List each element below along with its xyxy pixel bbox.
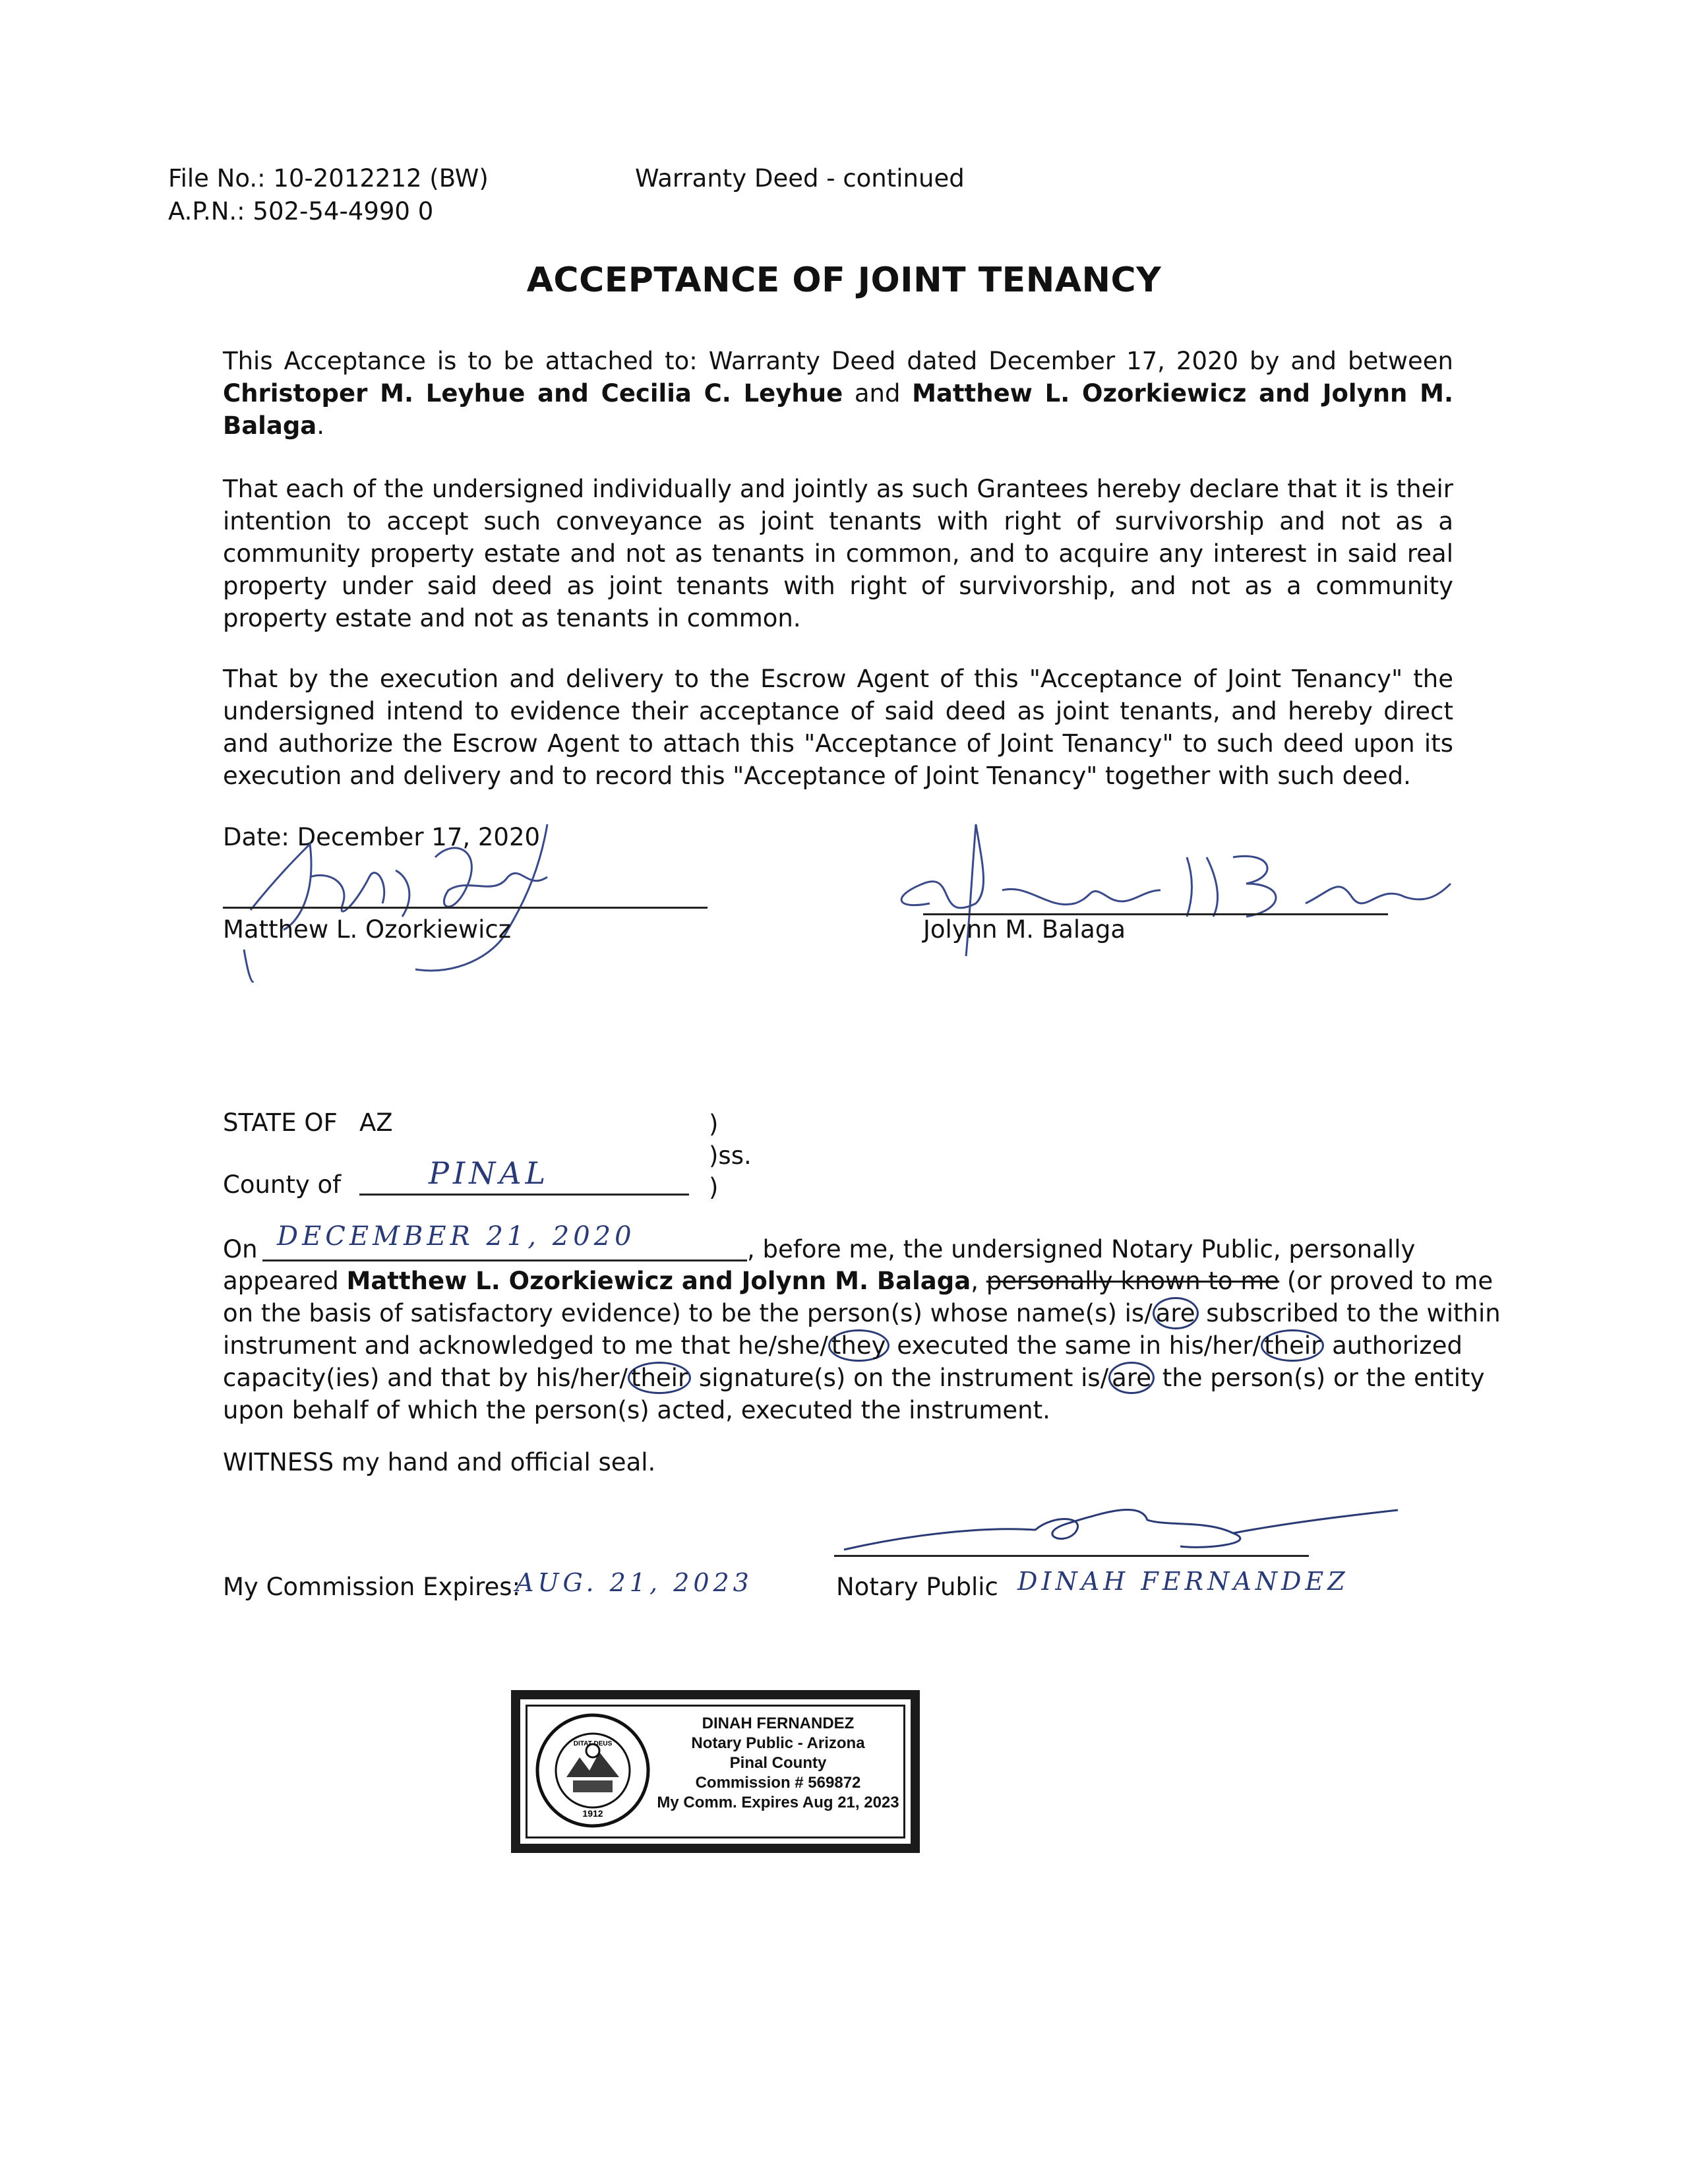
seal-county: Pinal County	[729, 1754, 827, 1772]
comma-text: ,	[971, 1267, 986, 1295]
line5a: capacity(ies) and that by his/her/	[223, 1364, 628, 1392]
circled-their-2: their	[628, 1362, 691, 1394]
grantor-names: Christoper M. Leyhue and Cecilia C. Leyhue	[223, 379, 843, 408]
intro-text: This Acceptance is to be attached to: Warranty Deed dated December 17, 2020 by and between	[223, 347, 1453, 375]
county-handwritten: PINAL	[429, 1155, 550, 1191]
signature-date: Date: December 17, 2020	[223, 823, 541, 851]
commission-date-handwritten: AUG. 21, 2023	[516, 1568, 753, 1597]
seal-expiration: My Comm. Expires Aug 21, 2023	[657, 1794, 899, 1811]
seal-year: 1912	[582, 1808, 603, 1819]
intro-paragraph	[223, 345, 1453, 442]
seal-notary-title: Notary Public - Arizona	[691, 1734, 865, 1752]
seal-notary-name: DINAH FERNANDEZ	[702, 1714, 855, 1732]
signature-matthew	[218, 798, 626, 983]
venue-ss: )ss.	[709, 1141, 752, 1170]
line5c: the person(s) or the entity	[1155, 1364, 1485, 1392]
witness-text: WITNESS my hand and official seal.	[223, 1448, 656, 1476]
proved-text: (or proved to me	[1279, 1267, 1493, 1295]
circled-are-2: are	[1108, 1362, 1155, 1394]
circled-are-1: are	[1153, 1297, 1199, 1329]
state-value: AZ	[359, 1108, 393, 1137]
commission-label: My Commission Expires:	[223, 1573, 521, 1601]
notary-signature-line	[834, 1555, 1309, 1557]
line4b: executed the same in his/her/	[889, 1331, 1261, 1360]
deed-continued-label: Warranty Deed - continued	[635, 164, 965, 193]
struck-personally-known: personally known to me	[986, 1267, 1280, 1295]
venue-paren-top: )	[709, 1110, 719, 1138]
seal-commission-number: Commission # 569872	[695, 1774, 861, 1792]
notary-name-handwritten: DINAH FERNANDEZ	[1017, 1567, 1349, 1596]
signer-name-jolynn: Jolynn M. Balaga	[923, 915, 1126, 944]
notary-before-me: , before me, the undersigned Notary Public, personally	[747, 1235, 1416, 1263]
file-number: File No.: 10-2012212 (BW)	[168, 164, 489, 193]
escrow-paragraph: That by the execution and delivery to the Escrow Agent of this "Acceptance of Joint Tenancy" the undersigned intend to evidence their acceptance of said deed as joint tenants, and hereby direct and authorize the Escrow Agent to attach this "Acceptance of Joint Tenancy" to such deed upon its execution and delivery and to record this "Acceptance of Joint Tenancy" together with such deed.	[223, 665, 1453, 790]
line3-end: subscribed to the within	[1198, 1299, 1501, 1327]
arizona-seal-emblem	[533, 1711, 652, 1830]
seal-text-block	[652, 1714, 904, 1813]
signature-line-matthew	[223, 907, 708, 909]
intro-and: and	[843, 379, 913, 408]
signature-notary	[837, 1487, 1404, 1566]
county-label: County of	[223, 1170, 342, 1199]
notary-date-line	[262, 1259, 747, 1261]
venue-paren-bottom: )	[709, 1173, 719, 1201]
document-title: ACCEPTANCE OF JOINT TENANCY	[526, 260, 1162, 300]
declaration-paragraph: That each of the undersigned individually and jointly as such Grantees hereby declare that it is their intention to accept such conveyance as joint tenants with right of survivorship and not as a community property estate and not as tenants in common, and to acquire any interest in said real property under said deed as joint tenants with right of survivorship, and not as a community property estate and not as tenants in common.	[223, 475, 1453, 632]
line3-text: on the basis of satisfactory evidence) to be the person(s) whose name(s) is/	[223, 1299, 1153, 1327]
appeared-text: appeared	[223, 1267, 347, 1295]
apn-number: A.P.N.: 502-54-4990 0	[168, 197, 434, 226]
notary-line-3	[223, 1297, 1501, 1330]
notary-on-label: On	[223, 1235, 258, 1263]
notary-line-4	[223, 1329, 1462, 1362]
notary-line-5	[223, 1362, 1485, 1395]
intro-period: .	[316, 411, 325, 440]
appeared-names: Matthew L. Ozorkiewicz and Jolynn M. Balaga	[346, 1267, 971, 1295]
line4c: authorized	[1324, 1331, 1462, 1360]
county-line	[359, 1194, 689, 1196]
notary-line-6: upon behalf of which the person(s) acted, executed the instrument.	[223, 1396, 1050, 1424]
circled-they: they	[828, 1329, 889, 1362]
signer-name-matthew: Matthew L. Ozorkiewicz	[223, 915, 512, 944]
line4a: instrument and acknowledged to me that he/she/	[223, 1331, 828, 1360]
seal-motto: DITAT DEUS	[573, 1740, 613, 1747]
line5b: signature(s) on the instrument is/	[691, 1364, 1109, 1392]
grantee-names: Matthew L. Ozorkiewicz and Jolynn M. Balaga	[223, 379, 1454, 440]
notary-date-handwritten: DECEMBER 21, 2020	[277, 1221, 636, 1252]
notary-appeared-line	[223, 1265, 1493, 1298]
state-label: STATE OF	[223, 1108, 338, 1137]
notary-public-label: Notary Public	[836, 1573, 998, 1601]
circled-their-1: their	[1261, 1329, 1324, 1362]
notary-seal-stamp	[511, 1690, 920, 1853]
